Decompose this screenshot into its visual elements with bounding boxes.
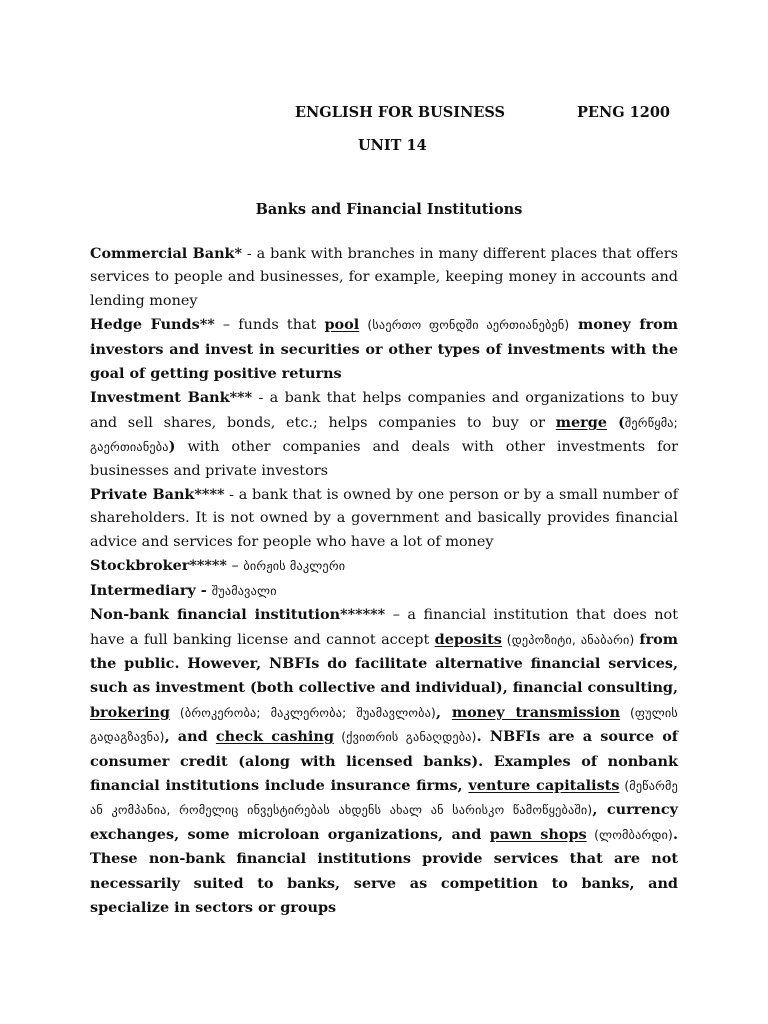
entry-investment-bank: [90, 386, 678, 483]
georgian-translation: (ლომბარდი): [586, 827, 673, 842]
definition-part: - a bank that helps companies and organizations to buy and sell shares, bonds, etc.; helps companies to buy or: [90, 390, 679, 431]
unit-label: UNIT 14: [358, 137, 427, 154]
keyword-brokering: brokering: [90, 703, 170, 721]
dash: -: [195, 581, 212, 599]
georgian-translation: ბირჟის მაკლერი: [243, 559, 346, 574]
definition-part: money from investors and invest in securities or other types of investments with the goal of getting positive returns: [90, 316, 678, 383]
georgian-translation: შუამავალი: [211, 583, 277, 598]
keyword-deposits: deposits: [434, 630, 502, 648]
georgian-translation: (ფულის გადაგზავნა): [90, 705, 678, 745]
definition-part: ,: [436, 703, 452, 721]
georgian-translation: (დეპოზიტი, ანაბარი): [501, 632, 640, 647]
keyword-pawn-shops: pawn shops: [489, 825, 587, 843]
term-private-bank: Private Bank****: [90, 486, 225, 504]
term-hedge-funds: Hedge Funds**: [90, 316, 215, 334]
definition-private-bank: - a bank that is owned by one person or by a small number of shareholders. It is not owned by a government and basically provides financial advice and services for people who have a lot of money: [90, 487, 678, 550]
definition-part: with other companies and deals with other investments for businesses and private investors: [90, 439, 678, 479]
keyword-pool: pool: [324, 316, 360, 334]
entry-stockbroker: [90, 554, 678, 578]
paren-close: ): [168, 438, 176, 456]
page-title: Banks and Financial Institutions: [255, 201, 523, 218]
keyword-check-cashing: check cashing: [215, 728, 334, 746]
georgian-translation: (ბროკერობა; მაკლერობა; შუამავლობა): [169, 705, 436, 720]
definition-part: – funds that: [214, 317, 325, 334]
glossary-body: [90, 242, 678, 920]
course-code: PENG 1200: [577, 104, 670, 121]
georgian-translation: (საერთო ფონდში აერთიანებენ): [367, 318, 570, 333]
definition-part: , and: [164, 728, 216, 746]
keyword-merge: merge: [555, 413, 607, 431]
term-nbfi: Non-bank financial institution******: [90, 606, 386, 624]
entry-commercial-bank: [90, 242, 678, 313]
entry-intermediary: [90, 579, 678, 603]
entry-nbfi: [90, 603, 678, 920]
definition-part: . These non-bank financial institutions provide services that are not necessarily suited to banks, serve as competition to banks, and specialize in sectors or groups: [90, 825, 679, 916]
dash: –: [226, 558, 244, 575]
definition-commercial-bank: - a bank with branches in many different places that offers services to people and businesses, for example, keeping money in accounts and lending money: [90, 246, 678, 309]
course-title: ENGLISH FOR BUSINESS: [295, 104, 505, 121]
georgian-translation: (მეწარმე ან კომპანია, რომელიც ინვესტირებას ახდენს ახალ ან სარისკო წამოწყებაში): [90, 778, 678, 818]
definition-part: . NBFIs are a source of consumer credit (along with licensed banks). Examples of nonbank financial institutions include insurance firms,: [90, 728, 678, 794]
georgian-translation: შერწყმა; გაერთიანება: [90, 415, 678, 455]
definition-part: , currency exchanges, some microloan organizations, and: [90, 801, 678, 843]
entry-private-bank: [90, 483, 678, 554]
definition-part: – a financial institution that does not have a full banking license and cannot accept: [90, 607, 678, 648]
term-commercial-bank: Commercial Bank*: [90, 245, 243, 262]
keyword-venture-capitalists: venture capitalists: [468, 776, 620, 794]
term-investment-bank: Investment Bank***: [90, 389, 253, 407]
entry-hedge-funds: [90, 313, 678, 386]
georgian-translation: (ქვითრის განაღდება): [333, 730, 477, 745]
definition-part: from the public. However, NBFIs do facilitate alternative financial services, such as investment (both collective and individual), financial consulting,: [90, 630, 678, 697]
term-stockbroker: Stockbroker*****: [90, 557, 227, 575]
term-intermediary: Intermediary: [90, 581, 196, 599]
keyword-money-transmission: money transmission: [451, 703, 621, 721]
paren-open: (: [606, 413, 625, 431]
